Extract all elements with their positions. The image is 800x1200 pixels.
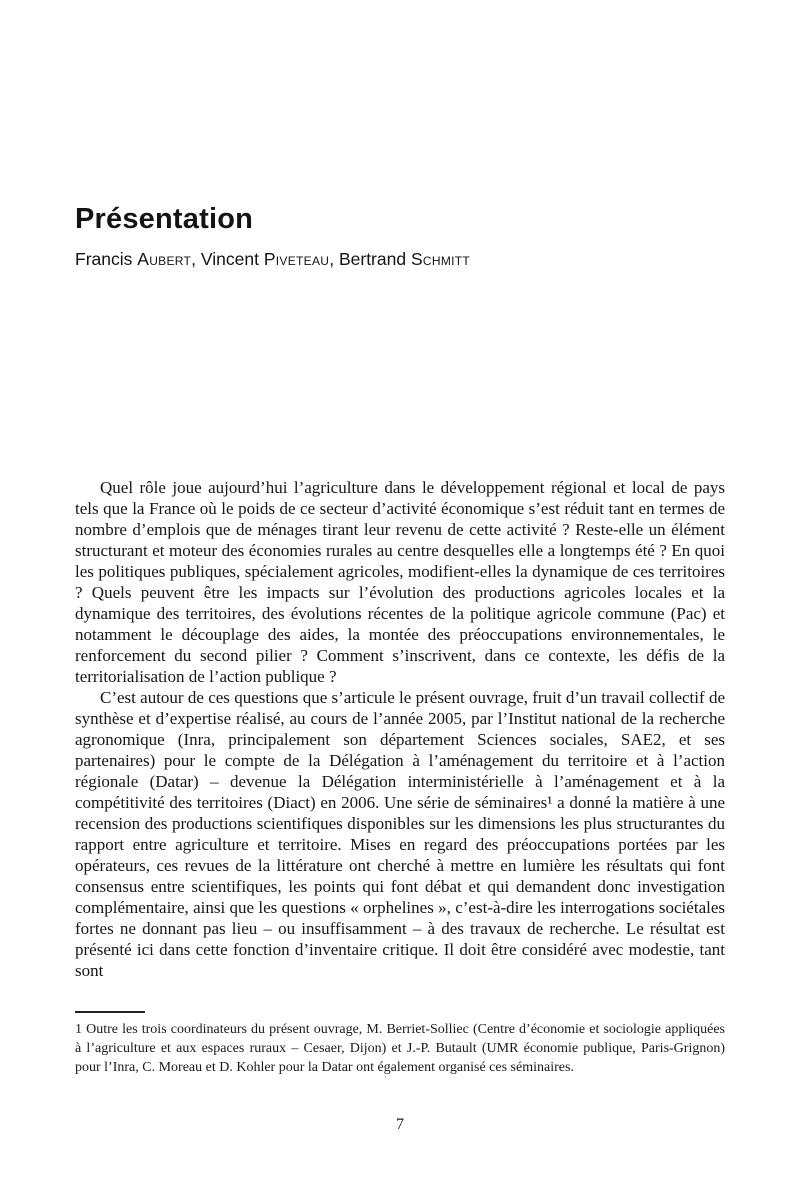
author-surname: Piveteau bbox=[263, 249, 330, 269]
author-surname: Aubert bbox=[137, 249, 192, 269]
page-number: 7 bbox=[396, 1116, 404, 1133]
author-surname: Schmitt bbox=[410, 249, 471, 269]
paragraph: C’est autour de ces questions que s’articule le présent ouvrage, fruit d’un travail collectif de synthèse et d’expertise réalisé, au cours de l’année 2005, par l’Institut national de la recherche agronomique (Inra, principalement son département Sciences sociales, SAE2, et ses partenaires) pour le compte de la Délégation à l’aménagement du territoire et à l’action régionale (Datar) – devenue la Délégation interministérielle à l’aménagement et à la compétitivité des territoires (Diact) en 2006. Une série de séminaires¹ a donné la matière à une recension des productions scientifiques disponibles sur les dimensions les plus structurantes du rapport entre agriculture et territoire. Mises en regard des préoccupations portées par les opérateurs, ces revues de la littérature ont cherché à mettre en lumière les résultats qui font consensus entre scientifiques, les points qui font débat et qui demandent donc investigation complémentaire, ainsi que les questions « orphelines », c’est-à-dire les interrogations sociétales fortes ne donnant pas lieu – ou insuffisamment – à des travaux de recherche. Le résultat est présenté ici dans cette fonction d’inventaire critique. Il doit être considéré avec modestie, tant sont bbox=[75, 688, 725, 980]
paragraph: Quel rôle joue aujourd’hui l’agriculture dans le développement régional et local de pays tels que la France où le poids de ce secteur d’activité économique s’est réduit tant en termes de nombre d’emplois que de ménages tirant leur revenu de cette activité ? Reste-elle un élément structurant et moteur des économies rurales au centre desquelles elle a longtemps été ? En quoi les politiques publiques, spécialement agricoles, modifient-elles la dynamique de ces territoires ? Quels peuvent être les impacts sur l’évolution des productions agricoles locales et la dynamique des territoires, des évolutions récentes de la politique agricole commune (Pac) et notamment le découplage des aides, la montée des préoccupations environnementales, le renforcement du second pilier ? Comment s’inscrivent, dans ce contexte, les défis de la territorialisation de l’action publique ? bbox=[75, 478, 725, 686]
footnote-text: 1 Outre les trois coordinateurs du présent ouvrage, M. Berriet-Solliec (Centre d’économie et sociologie appliquées à l’agriculture et aux espaces ruraux – Cesaer, Dijon) et J.-P. Butault (UMR économie publique, Paris-Grignon) pour l’Inra, C. Moreau et D. Kohler pour la Datar ont également organisé ces séminaires. bbox=[75, 1022, 725, 1075]
author-first-name: , Bertrand bbox=[329, 249, 411, 269]
footnote-separator-rule bbox=[75, 1011, 145, 1013]
authors-line bbox=[75, 249, 470, 270]
page-title: Présentation bbox=[75, 203, 254, 235]
author-first-name: Francis bbox=[75, 249, 138, 269]
author-first-name: , Vincent bbox=[191, 249, 264, 269]
body-text-block bbox=[75, 477, 725, 981]
